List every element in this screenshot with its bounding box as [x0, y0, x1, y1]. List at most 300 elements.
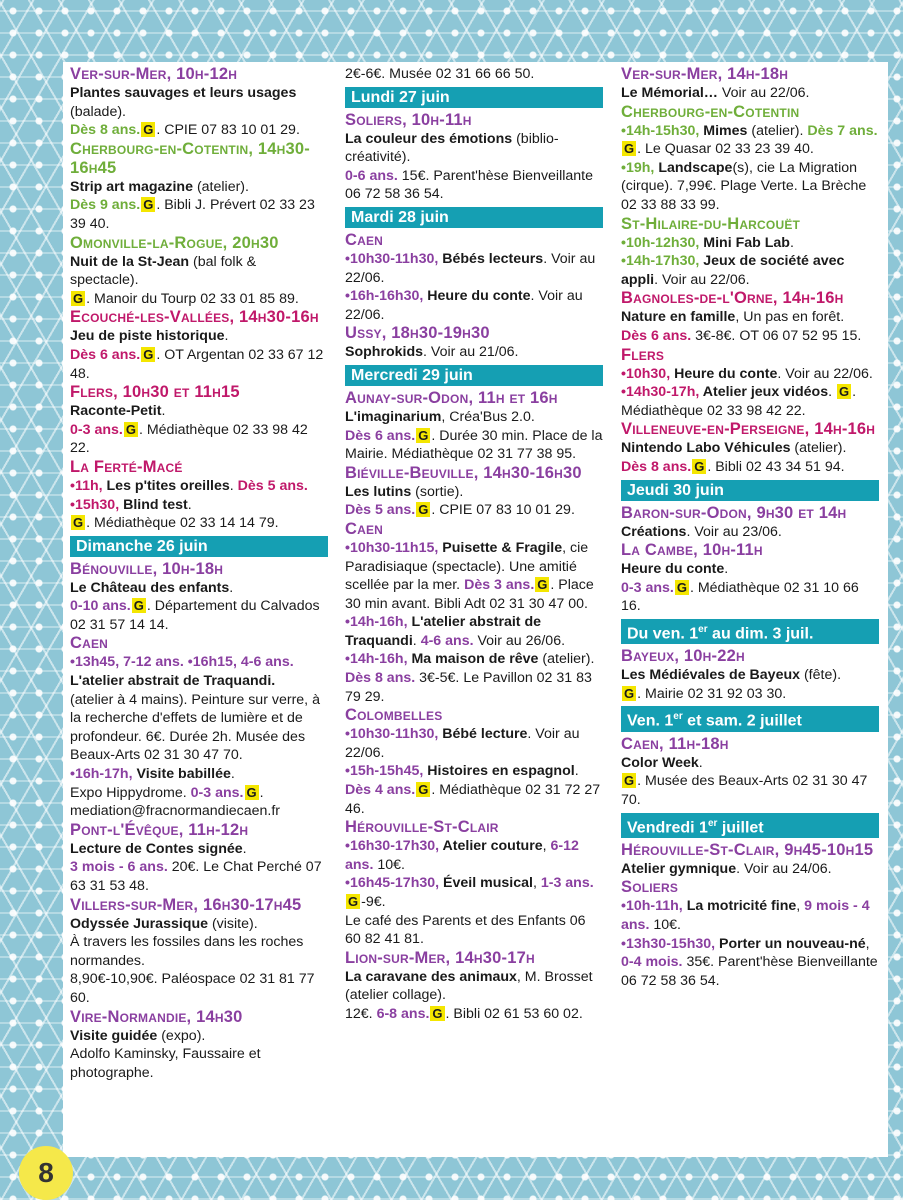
- event-text: .: [161, 403, 166, 420]
- ordinal-suffix: er: [698, 623, 708, 635]
- event-highlight: •16h-16h30,: [345, 288, 428, 305]
- event-text: Nintendo Labo Véhicules: [621, 440, 791, 457]
- event-text: (atelier).: [747, 122, 808, 139]
- event-place: Biéville-Beuville, 14h30-16h30: [345, 463, 582, 482]
- event-text: 35€. Parent'hèse Bienveillante 06 72 58 36 54.: [621, 954, 878, 989]
- event-text: Mimes: [703, 122, 748, 139]
- event-place: Aunay-sur-Odon, 11h et 16h: [345, 388, 558, 407]
- event-text: Nuit de la St-Jean: [70, 253, 190, 270]
- event-text: ,: [532, 875, 541, 892]
- event-text: . Place 30 min avant. Bibli Adt 02 31 30 47 00.: [345, 577, 594, 612]
- event-highlight: 0-10 ans.: [70, 598, 131, 615]
- event-text: 10€.: [373, 856, 405, 873]
- event-entry: [621, 504, 879, 542]
- event-text: 20€. Le Chat Perché 07 63 31 53 48.: [70, 859, 322, 894]
- event-text: Color Week: [621, 754, 699, 771]
- event-text: , Un pas en forêt.: [735, 309, 845, 326]
- event-text: .: [224, 328, 229, 345]
- day-header: Ven. 1er et sam. 2 juillet: [621, 706, 879, 731]
- event-text: . Département du Calvados 02 31 57 14 14.: [70, 598, 320, 633]
- event-highlight: 6-12 ans.: [345, 838, 579, 873]
- event-text: (bal folk & spectacle).: [70, 253, 257, 289]
- event-place: Omonville-la-Rogue, 20h30: [70, 233, 279, 252]
- event-line: [345, 968, 603, 1005]
- event-highlight: 1-3 ans.: [540, 875, 594, 892]
- event-line: [70, 196, 328, 233]
- event-line: [70, 1027, 328, 1046]
- event-text: Le café des Parents et des Enfants 06 60 82 41 81.: [345, 912, 586, 948]
- event-highlight: Dès 8 ans.: [621, 458, 692, 475]
- event-place: Flers, 10h30 et 11h15: [70, 383, 240, 402]
- event-line: [70, 784, 328, 803]
- free-badge: G: [418, 427, 429, 443]
- event-text: -9€.: [361, 894, 386, 910]
- event-text: . Médiathèque 02 31 10 66 16.: [621, 579, 859, 615]
- event-entry: [70, 308, 328, 383]
- event-entry: [345, 111, 603, 204]
- event-highlight: •11h,: [70, 477, 107, 494]
- event-text: .: [187, 496, 192, 513]
- event-text: . Manoir du Tourp 02 33 01 85 89.: [86, 290, 299, 307]
- event-line: [345, 65, 603, 84]
- event-place: Ecouché-les-Vallées, 14h30-16h: [70, 308, 319, 327]
- event-text: 10€.: [649, 917, 681, 934]
- event-place: Hérouville-St-Clair, 9h45-10h15: [621, 840, 874, 859]
- event-place: Caen: [345, 519, 384, 538]
- event-highlight: Dès 8 ans.: [345, 670, 416, 687]
- event-text: . Médiathèque 02 33 14 14 79.: [86, 515, 279, 532]
- event-text: Adolfo Kaminsky, Faussaire et photographe.: [70, 1046, 261, 1081]
- event-entry: [621, 215, 879, 290]
- free-badge: G: [143, 197, 154, 213]
- event-line: [70, 1045, 328, 1082]
- event-line: [70, 290, 328, 309]
- event-line: [345, 408, 603, 427]
- event-entry: [345, 389, 603, 464]
- event-line: [70, 421, 328, 458]
- event-text: La caravane des animaux: [345, 968, 517, 985]
- event-line: [345, 483, 603, 502]
- event-text: . Voir au 22/06.: [654, 271, 750, 288]
- event-place: Cherbourg-en-Cotentin, 14h30-16h45: [70, 139, 310, 177]
- event-highlight: 0-3 ans.: [190, 784, 244, 801]
- event-place: Caen, 11h-18h: [621, 734, 729, 753]
- event-highlight: •16h45-17h30,: [345, 875, 444, 892]
- day-header: Mercredi 29 juin: [345, 365, 603, 386]
- event-text: Atelier jeux vidéos: [702, 384, 829, 401]
- event-entry: [621, 541, 879, 616]
- event-highlight: Dès 9 ans.: [70, 197, 141, 214]
- free-badge: G: [143, 346, 154, 362]
- event-line: [70, 84, 328, 103]
- event-highlight: 0-3 ans.: [621, 579, 674, 596]
- free-badge: G: [133, 598, 144, 614]
- event-entry: [345, 324, 603, 362]
- event-highlight: 0-3 ans.: [70, 421, 123, 438]
- event-text: (atelier).: [193, 178, 249, 195]
- event-text: ,: [542, 838, 551, 855]
- event-text: .: [230, 766, 235, 783]
- event-entry: [70, 634, 328, 820]
- event-line: [70, 915, 328, 934]
- event-line: [621, 935, 879, 991]
- event-line: [70, 496, 328, 515]
- event-highlight: •14h-16h,: [345, 651, 412, 668]
- free-badge: G: [694, 458, 705, 474]
- event-text: Visite guidée: [70, 1027, 158, 1044]
- event-line: [621, 84, 879, 103]
- event-place: Ver-sur-Mer, 10h-12h: [70, 65, 238, 83]
- event-text: La motricité fine: [686, 898, 797, 915]
- day-header: Jeudi 30 juin: [621, 480, 879, 501]
- ordinal-suffix: er: [673, 711, 683, 723]
- day-header: Dimanche 26 juin: [70, 536, 328, 557]
- event-place: Ussy, 18h30-19h30: [345, 324, 490, 343]
- event-text: 3€-8€. OT 06 07 52 95 15.: [691, 327, 862, 344]
- event-line: [70, 103, 328, 122]
- event-line: [345, 501, 603, 520]
- event-line: [621, 897, 879, 934]
- event-text: (visite).: [208, 915, 258, 932]
- event-text: Jeux de société avec appli: [621, 253, 845, 288]
- event-line: [70, 514, 328, 533]
- event-text: 3€-5€. Le Pavillon 02 31 83 79 29.: [345, 670, 592, 705]
- event-text: Atelier gymnique: [621, 860, 737, 877]
- event-text: (biblio-créativité).: [345, 130, 559, 166]
- event-text: Raconte-Petit: [70, 403, 162, 420]
- event-line: [621, 365, 879, 384]
- event-entry: [70, 65, 328, 140]
- event-entry: [621, 420, 879, 476]
- free-badge: G: [418, 782, 429, 798]
- event-text: Heure du conte: [427, 288, 531, 305]
- event-highlight: •19h,: [621, 159, 659, 176]
- event-line: [70, 477, 328, 496]
- free-badge: G: [348, 894, 359, 909]
- event-highlight: •10h30-11h30,: [345, 250, 443, 267]
- event-line: [621, 439, 879, 458]
- event-text: . Voir au 22/06.: [345, 288, 583, 323]
- event-text: (fête).: [800, 667, 842, 684]
- free-badge: G: [624, 141, 635, 157]
- event-text: Les lutins: [345, 483, 412, 500]
- event-text: 15€. Parent'hèse Bienveillante 06 72 58 36 54.: [345, 167, 594, 203]
- event-line: [70, 691, 328, 765]
- day-header: Vendredi 1er juillet: [621, 813, 879, 838]
- event-text: .: [789, 234, 794, 251]
- event-highlight: •16h-17h,: [70, 766, 137, 783]
- event-entry: [345, 706, 603, 818]
- event-text: . CPIE 07 83 10 01 29.: [431, 502, 575, 519]
- event-highlight: Dès 6 ans.: [70, 346, 141, 363]
- event-line: [345, 539, 603, 613]
- event-place: Bagnoles-de-l'Orne, 14h-16h: [621, 289, 844, 308]
- event-text: Jeu de piste historique: [70, 328, 225, 345]
- event-highlight: Dès 6 ans.: [621, 327, 692, 344]
- event-entry: [345, 520, 603, 706]
- event-place: Vire-Normandie, 14h30: [70, 1007, 243, 1026]
- event-line: [70, 402, 328, 421]
- event-text: Heure du conte: [674, 365, 778, 382]
- free-badge: G: [73, 290, 84, 306]
- event-text: . Médiathèque 02 33 98 42 22.: [621, 384, 857, 419]
- event-entry: [621, 735, 879, 810]
- event-text: . Médiathèque 02 33 98 42 22.: [70, 421, 308, 457]
- event-text: . OT Argentan 02 33 67 12 48.: [70, 346, 324, 382]
- page-number-badge: [19, 1146, 73, 1200]
- event-text: . Voir au 24/06.: [736, 860, 832, 877]
- event-highlight: Dès 5 ans.: [345, 502, 416, 519]
- event-highlight: Dès 4 ans.: [345, 782, 416, 799]
- ordinal-suffix: er: [707, 817, 718, 829]
- event-highlight: 3 mois - 6 ans.: [70, 859, 168, 876]
- event-text: Voir au 26/06.: [473, 632, 566, 649]
- event-line: [345, 912, 603, 949]
- free-badge: G: [839, 384, 850, 400]
- free-badge: G: [537, 577, 548, 593]
- event-line: [621, 383, 879, 420]
- event-text: (s), cie La Migration (cirque). 7,99€. Plage Verte. La Brèche 02 33 88 33 99.: [621, 159, 867, 213]
- free-badge: G: [676, 579, 687, 595]
- event-text: La couleur des émotions: [345, 130, 513, 147]
- event-highlight: •14h30-17h,: [621, 384, 703, 401]
- event-text: . Durée 30 min. Place de la Mairie. Médiathèque 02 31 77 38 95.: [345, 427, 603, 463]
- event-text: Les Médiévales de Bayeux: [621, 667, 801, 684]
- event-highlight: 0-4 mois.: [621, 954, 683, 971]
- event-text: Expo Hippydrome.: [70, 784, 191, 801]
- event-line: [621, 523, 879, 542]
- event-line: [345, 130, 603, 167]
- event-text: , Créa'Bus 2.0.: [441, 408, 535, 425]
- event-text: , M. Brosset (atelier collage).: [345, 968, 593, 1004]
- event-text: Visite babillée: [136, 766, 231, 783]
- event-entry: [621, 65, 879, 103]
- event-entry: [70, 1008, 328, 1083]
- event-line: [621, 579, 879, 616]
- event-text: Bébés lecteurs: [442, 250, 544, 267]
- event-line: [621, 159, 879, 215]
- event-line: [70, 579, 328, 598]
- event-line: [621, 772, 879, 809]
- event-text: . Le Quasar 02 33 23 39 40.: [637, 141, 814, 158]
- event-line: [345, 343, 603, 362]
- event-text: . CPIE 07 83 10 01 29.: [156, 122, 300, 139]
- event-line: [345, 650, 603, 706]
- event-entry: [70, 560, 328, 635]
- event-entry: [621, 878, 879, 990]
- event-text: ,: [796, 898, 805, 915]
- page-number: 8: [38, 1157, 54, 1188]
- event-line: [345, 874, 603, 911]
- event-entry: [345, 818, 603, 949]
- event-text: .: [828, 384, 836, 401]
- event-place: Caen: [70, 634, 109, 653]
- event-line: [70, 597, 328, 634]
- event-line: [621, 560, 879, 579]
- free-badge: G: [624, 685, 635, 701]
- event-text: . Bibli 02 61 53 60 02.: [445, 1005, 583, 1022]
- event-entry: [345, 464, 603, 520]
- event-text: . Voir au 21/06.: [423, 344, 519, 361]
- free-badge: G: [432, 1005, 443, 1021]
- event-line: [621, 458, 879, 477]
- event-text: (sortie).: [411, 483, 464, 500]
- event-text: Lecture de Contes signée: [70, 840, 243, 857]
- event-text: L'imaginarium: [345, 408, 442, 425]
- event-line: [345, 1005, 603, 1024]
- event-place: La Ferté-Macé: [70, 457, 183, 476]
- event-entry: [70, 896, 328, 1008]
- event-line: [345, 725, 603, 762]
- event-text: Ma maison de rêve: [411, 651, 539, 668]
- event-entry: [70, 234, 328, 309]
- event-text: mediation@fracnormandiecaen.fr: [70, 803, 280, 820]
- event-text: (atelier).: [538, 651, 595, 668]
- event-entry: [70, 383, 328, 458]
- event-line: [70, 327, 328, 346]
- event-line: [345, 762, 603, 818]
- event-highlight: Dès 6 ans.: [345, 427, 416, 444]
- event-line: [70, 933, 328, 970]
- event-place: Villers-sur-Mer, 16h30-17h45: [70, 895, 302, 914]
- event-highlight: •10h-11h,: [621, 898, 687, 915]
- event-place: St-Hilaire-du-Harcouët: [621, 214, 801, 233]
- event-place: Flers: [621, 345, 665, 364]
- event-line: [345, 613, 603, 650]
- event-highlight: Dès 3 ans.: [464, 577, 535, 594]
- event-text: Nature en famille: [621, 309, 736, 326]
- event-place: Pont-l'Évêque, 11h-12h: [70, 820, 249, 839]
- event-entry: [621, 346, 879, 421]
- event-text: Voir au 22/06.: [717, 85, 810, 101]
- event-line: [70, 121, 328, 140]
- free-badge: G: [246, 784, 257, 800]
- column-2: [345, 65, 603, 1024]
- event-highlight: •13h45, 7-12 ans. •16h15, 4-6 ans.: [70, 654, 294, 671]
- event-text: ,: [865, 935, 870, 952]
- event-entry: [345, 949, 603, 1024]
- event-text: Le Mémorial…: [621, 85, 718, 101]
- event-text: (atelier).: [790, 440, 847, 457]
- event-line: [621, 308, 879, 327]
- event-entry: [70, 140, 328, 234]
- event-highlight: 0-6 ans.: [345, 167, 398, 184]
- event-entry: [70, 821, 328, 896]
- event-line: [621, 122, 879, 159]
- event-entry: [621, 647, 879, 703]
- event-line: [621, 754, 879, 773]
- column-3: [621, 65, 879, 990]
- event-line: [621, 234, 879, 253]
- event-text: , cie Paradisiaque (spectacle). Une amitié scellée par la mer.: [345, 539, 589, 594]
- event-text: .: [259, 784, 264, 801]
- event-highlight: Dès 8 ans.: [70, 122, 141, 139]
- event-line: [621, 685, 879, 704]
- event-highlight: •16h30-17h30,: [345, 838, 443, 855]
- event-line: [345, 287, 603, 324]
- event-line: [621, 252, 879, 289]
- event-line: [70, 653, 328, 672]
- event-text: (expo).: [157, 1027, 206, 1044]
- event-text: Éveil musical: [443, 875, 533, 892]
- free-badge: G: [73, 515, 84, 531]
- event-place: Caen: [345, 230, 384, 249]
- event-entry: [621, 103, 879, 215]
- event-text: Plantes sauvages et leurs usages: [70, 85, 297, 101]
- day-header: Lundi 27 juin: [345, 87, 603, 108]
- event-text: Le Château des enfants: [70, 579, 230, 596]
- event-line: [70, 253, 328, 290]
- event-text: Créations: [621, 523, 687, 540]
- event-text: Les p'tites oreilles: [106, 477, 230, 494]
- event-text: Atelier couture: [442, 838, 543, 855]
- event-highlight: •10h30,: [621, 365, 675, 382]
- event-highlight: •14h-16h,: [345, 614, 412, 631]
- event-highlight: •10h30-11h30,: [345, 726, 443, 743]
- event-line: [70, 840, 328, 859]
- event-line: [345, 167, 603, 204]
- event-text: Blind test: [123, 496, 188, 513]
- free-badge: G: [125, 421, 136, 437]
- event-text: . Bibli 02 43 34 51 94.: [707, 458, 845, 475]
- event-place: Cherbourg-en-Cotentin: [621, 102, 800, 121]
- event-text: .: [698, 754, 703, 771]
- event-line: [345, 250, 603, 287]
- column-1: [70, 65, 328, 1082]
- event-place: Colombelles: [345, 706, 443, 725]
- event-line: [621, 666, 879, 685]
- event-line: [345, 837, 603, 874]
- event-entry: [345, 231, 603, 324]
- event-text: Mini Fab Lab: [703, 234, 790, 251]
- event-text: .: [229, 579, 234, 596]
- event-text: . Musée des Beaux-Arts 02 31 30 47 70.: [621, 773, 868, 808]
- event-text: . Bibli J. Prévert 02 33 23 39 40.: [70, 197, 315, 232]
- event-text: Odyssée Jurassique: [70, 915, 209, 932]
- event-text: .: [412, 632, 421, 649]
- event-text: Landscape: [658, 159, 733, 176]
- event-line: [70, 672, 328, 691]
- event-line: [70, 346, 328, 383]
- event-line: [621, 327, 879, 346]
- event-text: 2€-6€. Musée 02 31 66 66 50.: [345, 66, 535, 82]
- event-highlight: •14h-17h30,: [621, 253, 704, 270]
- event-entry: [70, 458, 328, 533]
- event-place: Ver-sur-Mer, 14h-18h: [621, 65, 789, 83]
- event-text: L'atelier abstrait de Traquandi: [345, 614, 542, 649]
- event-text: .: [229, 477, 238, 494]
- event-text: . Voir au 22/06.: [345, 250, 596, 286]
- event-entry: [345, 65, 603, 84]
- event-line: [621, 860, 879, 879]
- event-text: Strip art magazine: [70, 178, 193, 195]
- event-text: . Voir au 23/06.: [686, 523, 782, 540]
- event-text: . Mairie 02 31 92 03 30.: [637, 685, 787, 702]
- event-place: Bénouville, 10h-18h: [70, 559, 224, 578]
- event-highlight: •14h-15h30,: [621, 122, 704, 139]
- event-place: Bayeux, 10h-22h: [621, 647, 745, 666]
- event-highlight: 6-8 ans.: [376, 1005, 430, 1022]
- event-line: [70, 802, 328, 821]
- event-highlight: 4-6 ans.: [420, 632, 474, 649]
- day-header: Du ven. 1er au dim. 3 juil.: [621, 619, 879, 644]
- event-text: Porter un nouveau-né: [719, 935, 866, 952]
- event-highlight: •15h-15h45,: [345, 763, 428, 780]
- event-highlight: Dès 5 ans.: [237, 477, 308, 494]
- event-highlight: Dès 7 ans.: [807, 122, 878, 139]
- event-text: (balade).: [70, 103, 126, 120]
- event-line: [70, 970, 328, 1007]
